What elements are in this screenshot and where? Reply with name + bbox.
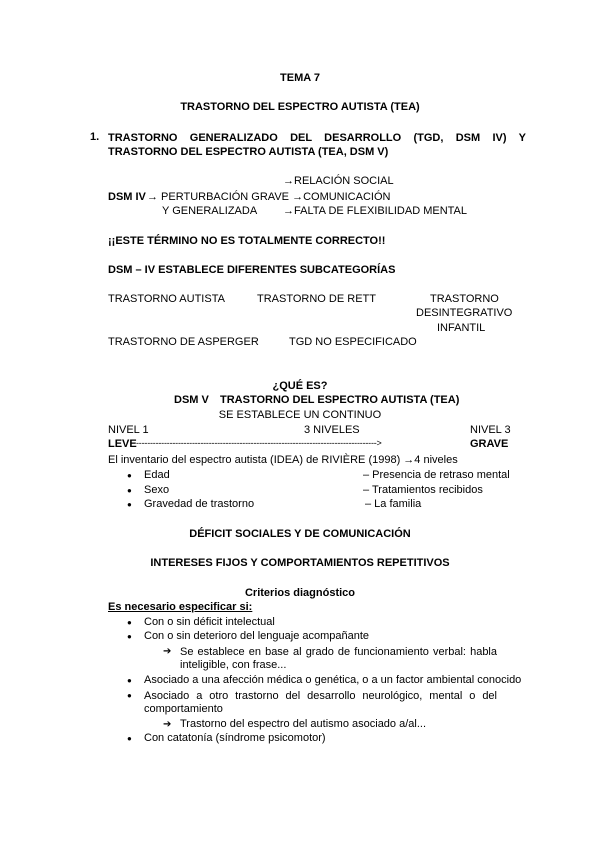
bullet-icon: ● bbox=[127, 632, 132, 641]
criterio-otro-trastorno-1: Asociado a otro trastorno del desarrollo neurológico, mental o del bbox=[144, 690, 497, 702]
bullet-icon: ● bbox=[127, 691, 132, 700]
criterio-deficit-intelectual: Con o sin déficit intelectual bbox=[144, 616, 275, 628]
subcat-rett: TRASTORNO DE RETT bbox=[257, 293, 376, 305]
deficit-heading: DÉFICIT SOCIALES Y DE COMUNICACIÓN bbox=[189, 528, 411, 540]
criterio-lenguaje-detalle-2: inteligible, con frase... bbox=[180, 659, 287, 671]
intereses-heading: INTERESES FIJOS Y COMPORTAMIENTOS REPETITIVOS bbox=[150, 557, 450, 569]
bullet-icon: ● bbox=[127, 734, 132, 743]
nivel1-label: NIVEL 1 bbox=[108, 424, 149, 436]
subcat-asperger: TRASTORNO DE ASPERGER bbox=[108, 336, 259, 348]
idea-item-gravedad: Gravedad de trastorno bbox=[144, 498, 255, 510]
subcategories-heading: DSM – IV ESTABLECE DIFERENTES SUBCATEGORÍAS bbox=[108, 264, 396, 276]
leve-label: LEVE bbox=[108, 438, 137, 450]
section-heading-line1: TRASTORNO GENERALIZADO DEL DESARROLLO (TGD, DSM IV) Y bbox=[108, 132, 526, 144]
subcat-desintegrativo-line2: DESINTEGRATIVO bbox=[416, 307, 513, 319]
dsm5-title: TRASTORNO DEL ESPECTRO AUTISTA (TEA) bbox=[220, 394, 460, 406]
section-heading-line2: TRASTORNO DEL ESPECTRO AUTISTA (TEA, DSM V) bbox=[108, 146, 389, 158]
bullet-icon: ● bbox=[127, 618, 132, 627]
criterio-tea-asociado: Trastorno del espectro del autismo asociado a/al... bbox=[180, 718, 427, 730]
dsm4-label: DSM IV bbox=[108, 191, 146, 203]
dsm5-label: DSM V bbox=[174, 394, 209, 406]
bullet-icon: ● bbox=[127, 471, 132, 480]
criterio-afeccion: Asociado a una afección médica o genética, o a un factor ambiental conocido bbox=[144, 674, 522, 686]
tema-label: TEMA 7 bbox=[280, 72, 320, 84]
grave-label: GRAVE bbox=[470, 438, 509, 450]
idea-item-sexo: Sexo bbox=[144, 484, 170, 496]
dsm4-relacion-social: →RELACIÓN SOCIAL bbox=[283, 175, 394, 187]
bullet-icon: ● bbox=[127, 676, 132, 685]
niveles-label: 3 NIVELES bbox=[304, 424, 360, 436]
dsm4-perturbacion: → PERTURBACIÓN GRAVE →COMUNICACIÓN bbox=[147, 191, 391, 203]
section-number: 1. bbox=[90, 131, 100, 143]
idea-text: El inventario del espectro autista (IDEA) de RIVIÈRE (1998) →4 niveles bbox=[108, 454, 458, 466]
subcat-desintegrativo-line3: INFANTIL bbox=[437, 322, 486, 334]
subcat-tgd: TGD NO ESPECIFICADO bbox=[289, 336, 417, 348]
dsm4-flexibilidad: →FALTA DE FLEXIBILIDAD MENTAL bbox=[283, 205, 467, 217]
warning-note: ¡¡ESTE TÉRMINO NO ES TOTALMENTE CORRECTO!! bbox=[108, 235, 386, 247]
document-title: TRASTORNO DEL ESPECTRO AUTISTA (TEA) bbox=[180, 101, 420, 113]
idea-item-familia: – La familia bbox=[365, 498, 422, 510]
bullet-icon: ● bbox=[127, 500, 132, 509]
criterios-title: Criterios diagnóstico bbox=[244, 587, 356, 599]
severity-scale-arrow: --------------------------------------------------------------------------------------> bbox=[136, 438, 382, 448]
criterio-otro-trastorno-2: comportamiento bbox=[144, 703, 223, 715]
dsm4-generalizada: Y GENERALIZADA bbox=[162, 205, 258, 217]
specify-heading: Es necesario especificar si: bbox=[108, 601, 253, 613]
criterio-lenguaje: Con o sin deterioro del lenguaje acompañante bbox=[144, 630, 370, 642]
arrow-bullet-icon: ➔ bbox=[163, 646, 172, 657]
nivel3-label: NIVEL 3 bbox=[470, 424, 511, 436]
idea-item-retraso: – Presencia de retraso mental bbox=[363, 469, 510, 481]
idea-item-edad: Edad bbox=[144, 469, 170, 481]
criterio-lenguaje-detalle-1: Se establece en base al grado de funcionamiento verbal: habla bbox=[180, 646, 497, 658]
continuo-text: SE ESTABLECE UN CONTINUO bbox=[218, 409, 382, 421]
que-es-heading: ¿QUÉ ES? bbox=[272, 380, 328, 392]
criterio-catatonia: Con catatonía (síndrome psicomotor) bbox=[144, 732, 326, 744]
subcat-autista: TRASTORNO AUTISTA bbox=[108, 293, 225, 305]
subcat-desintegrativo-line1: TRASTORNO bbox=[430, 293, 499, 305]
idea-item-tratamientos: – Tratamientos recibidos bbox=[363, 484, 483, 496]
bullet-icon: ● bbox=[127, 486, 132, 495]
arrow-bullet-icon: ➔ bbox=[163, 719, 172, 730]
